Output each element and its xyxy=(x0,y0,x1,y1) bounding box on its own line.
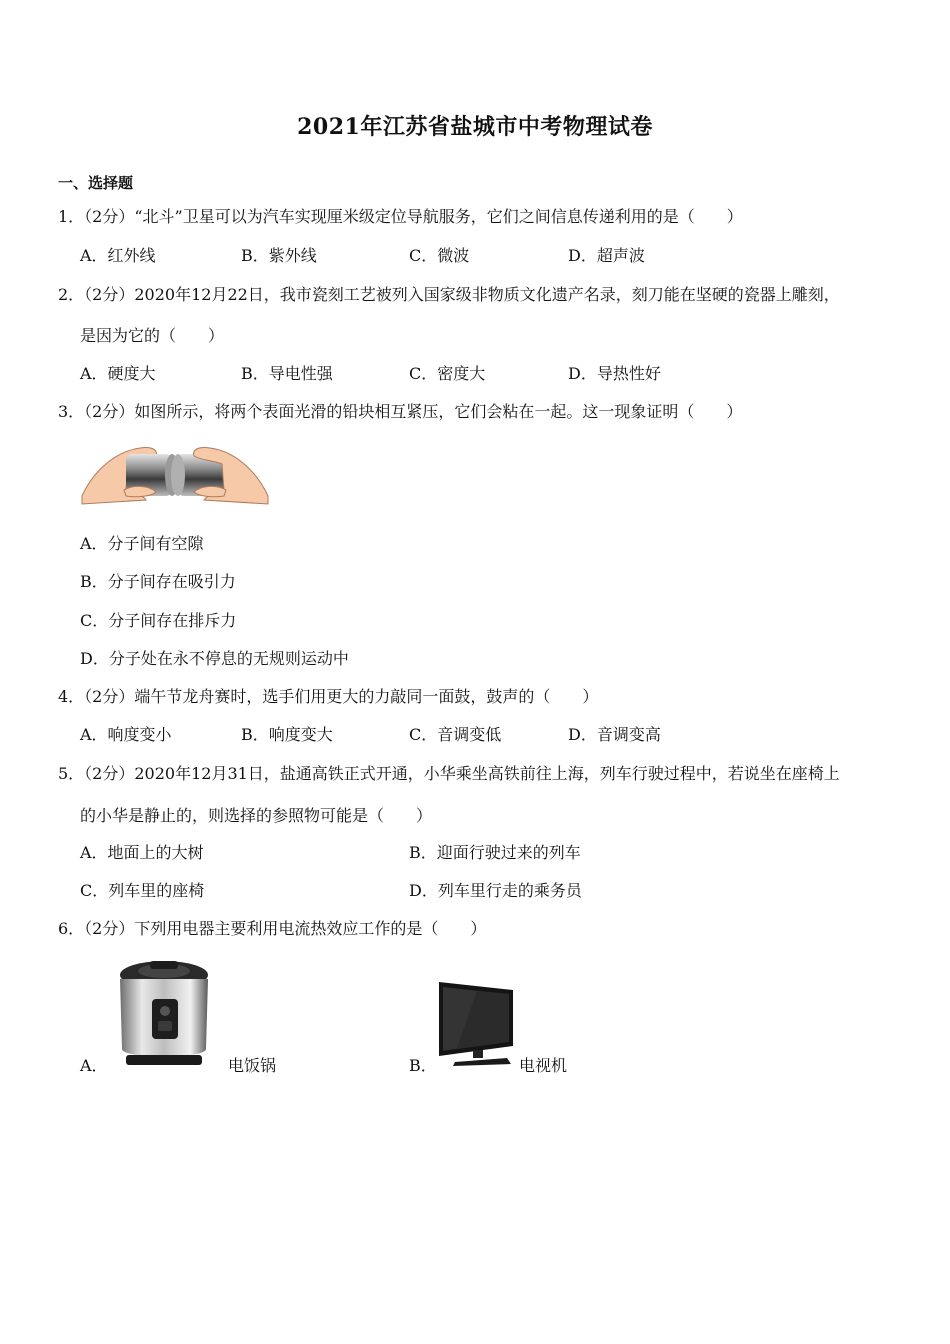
question-3-stem: 3．（2分）如图所示，将两个表面光滑的铅块相互紧压，它们会粘在一起。这一现象证明（ ） xyxy=(58,402,743,421)
q3-option-d: D．分子处在永不停息的无规则运动中 xyxy=(80,649,349,668)
q3-option-c: C．分子间存在排斥力 xyxy=(80,611,237,630)
page-title: 2021年江苏省盐城市中考物理试卷 xyxy=(297,114,653,140)
q3-option-b: B．分子间存在吸引力 xyxy=(80,572,236,591)
q1-option-d: D．超声波 xyxy=(568,246,645,265)
question-6-stem: 6．（2分）下列用电器主要利用电流热效应工作的是（ ） xyxy=(58,919,487,938)
q4-option-c: C．音调变低 xyxy=(409,725,502,744)
q6-option-a-label: 电饭锅 xyxy=(228,1056,277,1075)
q5-option-a: A．地面上的大树 xyxy=(80,843,204,862)
question-1-stem: 1．（2分）“北斗”卫星可以为汽车实现厘米级定位导航服务，它们之间信息传递利用的是（ ） xyxy=(58,207,743,226)
q1-option-c: C．微波 xyxy=(409,246,470,265)
lead-blocks-figure xyxy=(80,438,270,508)
q4-option-d: D．音调变高 xyxy=(568,725,661,744)
q5-option-d: D．列车里行走的乘务员 xyxy=(409,881,582,900)
q4-option-a: A．响度变小 xyxy=(80,725,172,744)
question-5-stem-cont: 的小华是静止的，则选择的参照物可能是（ ） xyxy=(80,806,433,825)
question-4-stem: 4．（2分）端午节龙舟赛时，选手们用更大的力敲同一面鼓，鼓声的（ ） xyxy=(58,687,599,706)
question-2-stem-cont: 是因为它的（ ） xyxy=(80,326,225,345)
q2-option-b: B．导电性强 xyxy=(241,364,333,383)
question-5-stem: 5．（2分）2020年12月31日，盐通高铁正式开通，小华乘坐高铁前往上海，列车行驶过程中，若说坐在座椅上 xyxy=(58,764,840,783)
q2-option-a: A．硬度大 xyxy=(80,364,156,383)
q6-option-b-label: 电视机 xyxy=(519,1056,568,1075)
rice-cooker-icon xyxy=(110,955,218,1073)
q1-option-b: B．紫外线 xyxy=(241,246,317,265)
q5-option-b: B．迎面行驶过来的列车 xyxy=(409,843,581,862)
q4-option-b: B．响度变大 xyxy=(241,725,333,744)
q2-option-c: C．密度大 xyxy=(409,364,486,383)
section-heading: 一、选择题 xyxy=(58,174,134,192)
q6-option-a-letter: A． xyxy=(80,1056,108,1075)
q2-option-d: D．导热性好 xyxy=(568,364,661,383)
q1-option-a: A．红外线 xyxy=(80,246,156,265)
television-icon xyxy=(437,980,517,1068)
q3-option-a: A．分子间有空隙 xyxy=(80,534,204,553)
q5-option-c: C．列车里的座椅 xyxy=(80,881,205,900)
question-2-stem: 2．（2分）2020年12月22日，我市瓷刻工艺被列入国家级非物质文化遗产名录，刻刀能在坚硬的瓷器上雕刻， xyxy=(58,285,840,304)
q6-option-b-letter: B． xyxy=(409,1056,437,1075)
